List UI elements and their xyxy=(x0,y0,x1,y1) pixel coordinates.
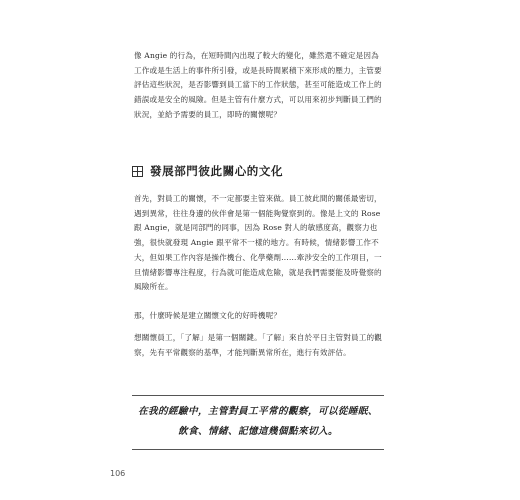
body-paragraph-3: 那，什麼時候是建立關懷文化的好時機呢？ xyxy=(134,311,282,320)
pull-quote-line-2: 飲食、情緒、記憶這幾個點來切入。 xyxy=(178,426,338,437)
window-grid-icon xyxy=(132,166,143,177)
page-number: 106 xyxy=(110,469,126,478)
pull-quote-line-1: 在我的經驗中，主管對員工平常的觀察，可以從睡眠、 xyxy=(138,406,378,417)
section-heading xyxy=(132,163,283,179)
body-paragraph-4: 想關懷員工，「了解」是第一個關鍵。「了解」來自於平日主管對員工的觀察，先有平常觀察的基準，才能判斷異常所在，進行有效評估。 xyxy=(134,333,382,357)
section-heading-title: 發展部門彼此關心的文化 xyxy=(150,164,284,178)
body-paragraph-2: 首先，對員工的關懷，不一定都要主管來做。員工彼此間的關係最密切，遇到異常，往往身邊的伙伴會是第一個能夠覺察到的。像是上文的 Rose 跟 Angie，就是同部門的同事，因為 Rose 對人的敏感度高，觀察力也強，很快就發現 Angie 跟平常不一樣的地方。有時候，情緒影響工作不大，但如果工作內容是操作機台、化學藥劑……牽涉安全的工作項目，一旦情緒影響專注程度，行為就可能造成危險，就是我們需要能及時覺察的風險所在。 xyxy=(134,194,382,292)
pull-quote-bottom-rule xyxy=(132,449,384,450)
body-paragraph-1: 像 Angie 的行為，在短時間內出現了較大的變化，雖然還不確定是因為工作或是生活上的事件所引發，或是長時間累積下來形成的壓力，主管要評估這些狀況，是否影響到員工當下的工作狀態，甚至可能造成工作上的錯誤或是安全的風險。但是主管有什麼方式，可以用來初步判斷員工們的狀況，並給予需要的員工，即時的關懷呢？ xyxy=(134,51,382,119)
pull-quote-top-rule xyxy=(132,395,384,396)
